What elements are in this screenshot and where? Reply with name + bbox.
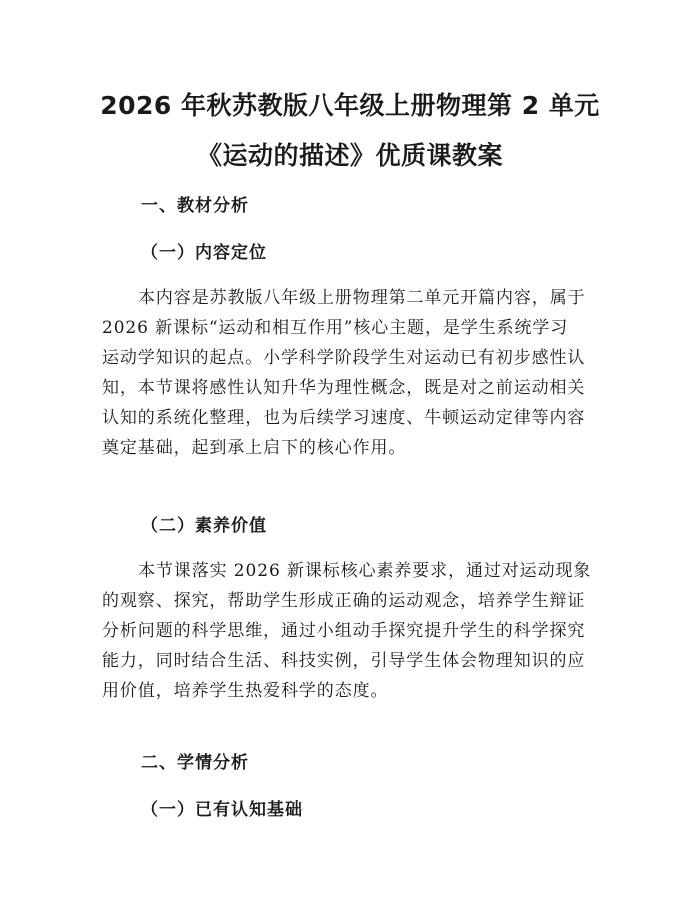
subsection-heading-literacy-value: （二）素养价值	[141, 516, 267, 536]
document-title-line-1: 2026 年秋苏教版八年级上册物理第 2 单元	[100, 91, 600, 120]
paragraph-line: 奠定基础，起到承上启下的核心作用。	[102, 438, 407, 458]
document-title-line-2: 《运动的描述》优质课教案	[196, 141, 503, 170]
paragraph-literacy-value	[102, 556, 602, 706]
paragraph-line: 分析问题的科学思维，通过小组动手探究提升学生的科学探究	[102, 621, 586, 641]
paragraph-line: 2026 新课标“运动和相互作用”核心主题，是学生系统学习	[102, 318, 569, 338]
paragraph-line: 认知的系统化整理，也为后续学习速度、牛顿运动定律等内容	[102, 408, 586, 428]
paragraph-line: 运动学知识的起点。小学科学阶段学生对运动已有初步感性认	[102, 348, 586, 368]
subsection-heading-content-positioning: （一）内容定位	[141, 243, 267, 263]
subsection-heading-existing-knowledge: （一）已有认知基础	[141, 800, 303, 820]
paragraph-line: 知，本节课将感性认知升华为理性概念，既是对之前运动相关	[102, 378, 586, 398]
paragraph-line: 能力，同时结合生活、科技实例，引导学生体会物理知识的应	[102, 651, 586, 671]
paragraph-line: 用价值，培养学生热爱科学的态度。	[102, 681, 389, 701]
paragraph-line: 本节课落实 2026 新课标核心素养要求，通过对运动现象	[138, 561, 592, 581]
section-heading-textbook-analysis: 一、教材分析	[141, 196, 249, 216]
section-heading-learner-analysis: 二、学情分析	[141, 753, 249, 773]
paragraph-line: 本内容是苏教版八年级上册物理第二单元开篇内容，属于	[138, 288, 586, 308]
paragraph-content-positioning	[102, 283, 602, 463]
paragraph-line: 的观察、探究，帮助学生形成正确的运动观念，培养学生辩证	[102, 591, 586, 611]
